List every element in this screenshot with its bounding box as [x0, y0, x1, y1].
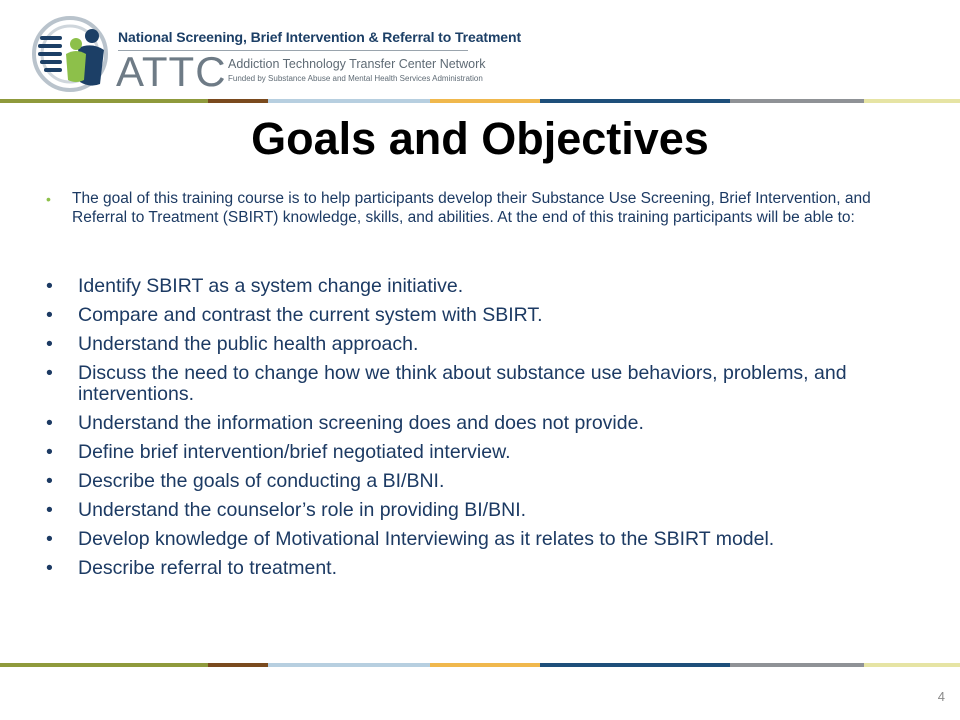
logo-acronym: ATTC	[116, 48, 227, 95]
objective-item	[46, 500, 926, 521]
bullet-icon: •	[46, 528, 53, 550]
logo-title: National Screening, Brief Intervention & Referral to Treatment	[118, 29, 521, 45]
attc-people-logo-icon	[30, 14, 110, 94]
bullet-icon: •	[46, 470, 53, 492]
objective-item	[46, 305, 926, 326]
objective-item	[46, 558, 926, 579]
stripe-segment	[730, 99, 864, 103]
objective-item	[46, 442, 926, 463]
top-color-stripe	[0, 99, 960, 103]
objectives-list	[46, 276, 926, 587]
objective-item	[46, 334, 926, 355]
stripe-segment	[0, 663, 208, 667]
objective-item	[46, 363, 926, 405]
stripe-segment	[268, 663, 430, 667]
objective-text: Describe the goals of conducting a BI/BNI.	[78, 470, 445, 492]
objective-text: Identify SBIRT as a system change initiative.	[78, 275, 464, 297]
objective-item	[46, 471, 926, 492]
objective-text: Define brief intervention/brief negotiated interview.	[78, 441, 511, 463]
bullet-icon: •	[46, 441, 53, 463]
attc-logo	[30, 14, 521, 95]
objective-text: Understand the counselor’s role in providing BI/BNI.	[78, 499, 527, 521]
bullet-icon: •	[46, 557, 53, 579]
objective-item	[46, 413, 926, 434]
stripe-segment	[208, 663, 268, 667]
stripe-segment	[864, 663, 960, 667]
stripe-segment	[208, 99, 268, 103]
stripe-segment	[430, 99, 540, 103]
stripe-segment	[430, 663, 540, 667]
stripe-segment	[0, 99, 208, 103]
page-number: 4	[937, 689, 945, 704]
logo-network: Addiction Technology Transfer Center Network	[228, 57, 486, 71]
objective-text: Describe referral to treatment.	[78, 557, 338, 579]
stripe-segment	[864, 99, 960, 103]
slide-title: Goals and Objectives	[251, 113, 709, 164]
bullet-icon: •	[46, 412, 53, 434]
stripe-segment	[268, 99, 430, 103]
objective-text: Compare and contrast the current system with SBIRT.	[78, 304, 543, 326]
logo-funded: Funded by Substance Abuse and Mental Health Services Administration	[228, 74, 483, 83]
intro-paragraph	[46, 190, 916, 227]
intro-text: The goal of this training course is to help participants develop their Substance Use Screening, Brief Intervention, and Referral to Treatment (SBIRT) knowledge, skills, and abilities. At the end of this training participants will be able to:	[72, 190, 871, 226]
bullet-icon: •	[46, 333, 53, 355]
objective-text: Develop knowledge of Motivational Interviewing as it relates to the SBIRT model.	[78, 528, 775, 550]
objective-text: Understand the public health approach.	[78, 333, 419, 355]
bullet-icon: •	[46, 275, 53, 297]
objective-text: Understand the information screening does and does not provide.	[78, 412, 644, 434]
objective-text: Discuss the need to change how we think about substance use behaviors, problems, and interventions.	[78, 362, 847, 405]
objective-item	[46, 529, 926, 550]
bullet-icon: •	[46, 499, 53, 521]
stripe-segment	[540, 99, 730, 103]
bullet-icon: •	[46, 304, 53, 326]
bottom-color-stripe	[0, 663, 960, 667]
stripe-segment	[540, 663, 730, 667]
objective-item	[46, 276, 926, 297]
stripe-segment	[730, 663, 864, 667]
intro-bullet-icon: •	[46, 191, 51, 207]
bullet-icon: •	[46, 362, 53, 384]
